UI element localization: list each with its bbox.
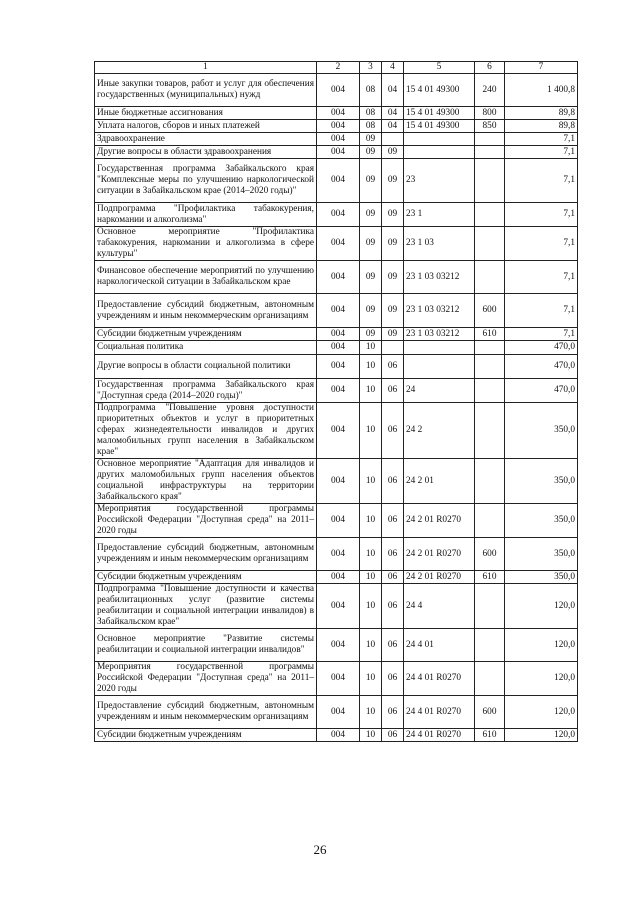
ministry-code-cell: 004 [317,662,360,696]
ministry-code-cell: 004 [317,459,360,504]
subsection-code-cell: 09 [382,227,404,261]
amount-cell: 7,1 [505,133,578,146]
section-code-cell: 09 [360,261,382,294]
amount-cell: 120,0 [505,696,578,729]
subsection-code-cell: 04 [382,107,404,120]
table-row [95,146,578,159]
table-row [95,584,578,629]
expense-type-cell [475,355,505,379]
expense-type-cell: 600 [475,294,505,328]
table-row [95,133,578,146]
subsection-code-cell: 06 [382,584,404,629]
target-article-cell: 24 4 [404,584,475,629]
target-article-cell: 24 4 01 R0270 [404,696,475,729]
subsection-code-cell: 06 [382,729,404,742]
ministry-code-cell: 004 [317,74,360,107]
expense-type-cell [475,662,505,696]
table-row [95,203,578,227]
ministry-code-cell: 004 [317,261,360,294]
expense-name-cell: Субсидии бюджетным учреждениям [95,729,317,742]
amount-cell: 350,0 [505,571,578,584]
column-header: 1 [95,62,317,74]
ministry-code-cell: 004 [317,107,360,120]
column-header: 7 [505,62,578,74]
section-code-cell: 08 [360,74,382,107]
column-header: 2 [317,62,360,74]
column-header: 6 [475,62,505,74]
ministry-code-cell: 004 [317,227,360,261]
expense-name-cell: Подпрограмма "Профилактика табакокурения, наркомании и алкоголизма" [95,203,317,227]
target-article-cell: 24 2 01 R0270 [404,504,475,538]
target-article-cell: 24 4 01 [404,629,475,662]
expense-type-cell: 800 [475,107,505,120]
expense-type-cell [475,203,505,227]
table-row [95,379,578,403]
table-row [95,227,578,261]
table-row [95,294,578,328]
section-code-cell: 10 [360,662,382,696]
ministry-code-cell: 004 [317,341,360,355]
amount-cell: 350,0 [505,459,578,504]
subsection-code-cell: 09 [382,261,404,294]
expense-type-cell [475,584,505,629]
ministry-code-cell: 004 [317,504,360,538]
section-code-cell: 10 [360,355,382,379]
amount-cell: 7,1 [505,203,578,227]
page-number: 26 [313,842,327,857]
table-row [95,403,578,459]
table-row [95,74,578,107]
amount-cell: 7,1 [505,328,578,341]
amount-cell: 1 400,8 [505,74,578,107]
ministry-code-cell: 004 [317,146,360,159]
amount-cell: 7,1 [505,261,578,294]
amount-cell: 350,0 [505,538,578,571]
expense-name-cell: Здравоохранение [95,133,317,146]
amount-cell: 7,1 [505,159,578,203]
table-row [95,261,578,294]
target-article-cell: 24 2 01 R0270 [404,538,475,571]
expense-type-cell: 610 [475,729,505,742]
expense-name-cell: Субсидии бюджетным учреждениям [95,571,317,584]
expense-type-cell [475,146,505,159]
expense-name-cell: Основное мероприятие "Развитие системы реабилитации и социальной интеграции инвалидов" [95,629,317,662]
target-article-cell: 24 4 01 R0270 [404,662,475,696]
subsection-code-cell: 09 [382,294,404,328]
section-code-cell: 10 [360,696,382,729]
expense-type-cell: 610 [475,328,505,341]
section-code-cell: 09 [360,133,382,146]
amount-cell: 89,8 [505,120,578,133]
subsection-code-cell: 04 [382,74,404,107]
ministry-code-cell: 004 [317,159,360,203]
section-code-cell: 10 [360,571,382,584]
budget-table [94,61,578,742]
expense-type-cell [475,341,505,355]
target-article-cell: 15 4 01 49300 [404,107,475,120]
table-row [95,571,578,584]
subsection-code-cell: 06 [382,538,404,571]
subsection-code-cell: 06 [382,403,404,459]
table-row [95,504,578,538]
ministry-code-cell: 004 [317,729,360,742]
target-article-cell: 24 2 [404,403,475,459]
expense-type-cell [475,227,505,261]
table-row [95,107,578,120]
section-code-cell: 10 [360,629,382,662]
amount-cell: 470,0 [505,379,578,403]
expense-name-cell: Государственная программа Забайкальского края "Комплексные меры по улучшению наркологической ситуации в Забайкальском крае (2014–2020 годы)" [95,159,317,203]
column-header: 4 [382,62,404,74]
amount-cell: 350,0 [505,403,578,459]
section-code-cell: 09 [360,203,382,227]
target-article-cell: 23 1 03 03212 [404,261,475,294]
amount-cell: 7,1 [505,227,578,261]
ministry-code-cell: 004 [317,355,360,379]
subsection-code-cell: 09 [382,146,404,159]
target-article-cell [404,355,475,379]
section-code-cell: 10 [360,729,382,742]
expense-name-cell: Финансовое обеспечение мероприятий по улучшению наркологической ситуации в Забайкальском крае [95,261,317,294]
target-article-cell: 24 2 01 [404,459,475,504]
amount-cell: 120,0 [505,662,578,696]
amount-cell: 120,0 [505,729,578,742]
target-article-cell [404,133,475,146]
subsection-code-cell: 06 [382,662,404,696]
expense-name-cell: Подпрограмма "Повышение доступности и качества реабилитационных услуг (развитие системы реабилитации и социальной интеграции инвалидов) в Забайкальском крае" [95,584,317,629]
ministry-code-cell: 004 [317,584,360,629]
expense-name-cell: Основное мероприятие "Профилактика табакокурения, наркомании и алкоголизма в сфере культуры" [95,227,317,261]
table-row [95,159,578,203]
amount-cell: 7,1 [505,294,578,328]
ministry-code-cell: 004 [317,379,360,403]
expense-name-cell: Уплата налогов, сборов и иных платежей [95,120,317,133]
expense-type-cell [475,379,505,403]
section-code-cell: 10 [360,403,382,459]
expense-type-cell: 240 [475,74,505,107]
table-row [95,662,578,696]
target-article-cell: 24 [404,379,475,403]
subsection-code-cell: 06 [382,696,404,729]
subsection-code-cell: 09 [382,159,404,203]
expense-name-cell: Другие вопросы в области социальной политики [95,355,317,379]
subsection-code-cell: 09 [382,328,404,341]
amount-cell: 470,0 [505,355,578,379]
table-row [95,538,578,571]
expense-type-cell: 600 [475,696,505,729]
expense-type-cell [475,629,505,662]
amount-cell: 7,1 [505,146,578,159]
ministry-code-cell: 004 [317,203,360,227]
section-code-cell: 09 [360,227,382,261]
ministry-code-cell: 004 [317,133,360,146]
table-row [95,355,578,379]
subsection-code-cell: 06 [382,504,404,538]
expense-type-cell [475,403,505,459]
target-article-cell: 23 1 [404,203,475,227]
target-article-cell: 23 1 03 [404,227,475,261]
expense-name-cell: Предоставление субсидий бюджетным, автономным учреждениям и иным некоммерческим организациям [95,696,317,729]
section-code-cell: 10 [360,538,382,571]
section-code-cell: 09 [360,146,382,159]
table-row [95,729,578,742]
subsection-code-cell: 06 [382,459,404,504]
amount-cell: 120,0 [505,629,578,662]
section-code-cell: 09 [360,159,382,203]
expense-name-cell: Государственная программа Забайкальского края "Доступная среда (2014–2020 годы)" [95,379,317,403]
table-header-row [95,62,578,74]
subsection-code-cell: 06 [382,629,404,662]
expense-name-cell: Социальная политика [95,341,317,355]
expense-type-cell [475,459,505,504]
expense-name-cell: Предоставление субсидий бюджетным, автономным учреждениям и иным некоммерческим организациям [95,294,317,328]
target-article-cell: 24 2 01 R0270 [404,571,475,584]
table-row [95,341,578,355]
column-header: 3 [360,62,382,74]
expense-name-cell: Предоставление субсидий бюджетным, автономным учреждениям и иным некоммерческим организациям [95,538,317,571]
ministry-code-cell: 004 [317,696,360,729]
expense-name-cell: Иные закупки товаров, работ и услуг для обеспечения государственных (муниципальных) нужд [95,74,317,107]
subsection-code-cell: 09 [382,203,404,227]
expense-type-cell [475,133,505,146]
expense-name-cell: Мероприятия государственной программы Российской Федерации "Доступная среда" на 2011–2020 годы [95,662,317,696]
target-article-cell: 15 4 01 49300 [404,120,475,133]
amount-cell: 350,0 [505,504,578,538]
table-row [95,328,578,341]
target-article-cell: 15 4 01 49300 [404,74,475,107]
section-code-cell: 10 [360,459,382,504]
table-row [95,629,578,662]
target-article-cell: 23 [404,159,475,203]
target-article-cell: 24 4 01 R0270 [404,729,475,742]
expense-name-cell: Иные бюджетные ассигнования [95,107,317,120]
target-article-cell: 23 1 03 03212 [404,328,475,341]
section-code-cell: 10 [360,379,382,403]
section-code-cell: 09 [360,328,382,341]
ministry-code-cell: 004 [317,120,360,133]
target-article-cell: 23 1 03 03212 [404,294,475,328]
ministry-code-cell: 004 [317,629,360,662]
expense-type-cell [475,504,505,538]
expense-name-cell: Подпрограмма "Повышение уровня доступности приоритетных объектов и услуг в приоритетных сферах жизнедеятельности инвалидов и других маломобильных групп населения в Забайкальском крае" [95,403,317,459]
table-row [95,696,578,729]
subsection-code-cell: 06 [382,571,404,584]
expense-name-cell: Основное мероприятие "Адаптация для инвалидов и других маломобильных групп населения объектов социальной инфраструктуры на территории Забайкальского края" [95,459,317,504]
subsection-code-cell: 06 [382,379,404,403]
amount-cell: 89,8 [505,107,578,120]
expense-name-cell: Субсидии бюджетным учреждениям [95,328,317,341]
expense-type-cell: 610 [475,571,505,584]
ministry-code-cell: 004 [317,328,360,341]
expense-type-cell: 850 [475,120,505,133]
amount-cell: 120,0 [505,584,578,629]
subsection-code-cell [382,341,404,355]
section-code-cell: 09 [360,294,382,328]
subsection-code-cell [382,133,404,146]
section-code-cell: 08 [360,107,382,120]
ministry-code-cell: 004 [317,571,360,584]
expense-name-cell: Другие вопросы в области здравоохранения [95,146,317,159]
target-article-cell [404,341,475,355]
ministry-code-cell: 004 [317,294,360,328]
section-code-cell: 10 [360,341,382,355]
amount-cell: 470,0 [505,341,578,355]
expense-name-cell: Мероприятия государственной программы Российской Федерации "Доступная среда" на 2011–2020 годы [95,504,317,538]
ministry-code-cell: 004 [317,538,360,571]
subsection-code-cell: 04 [382,120,404,133]
subsection-code-cell: 06 [382,355,404,379]
ministry-code-cell: 004 [317,403,360,459]
table-row [95,459,578,504]
table-row [95,120,578,133]
section-code-cell: 10 [360,504,382,538]
expense-type-cell [475,159,505,203]
section-code-cell: 10 [360,584,382,629]
target-article-cell [404,146,475,159]
expense-type-cell [475,261,505,294]
column-header: 5 [404,62,475,74]
section-code-cell: 08 [360,120,382,133]
expense-type-cell: 600 [475,538,505,571]
